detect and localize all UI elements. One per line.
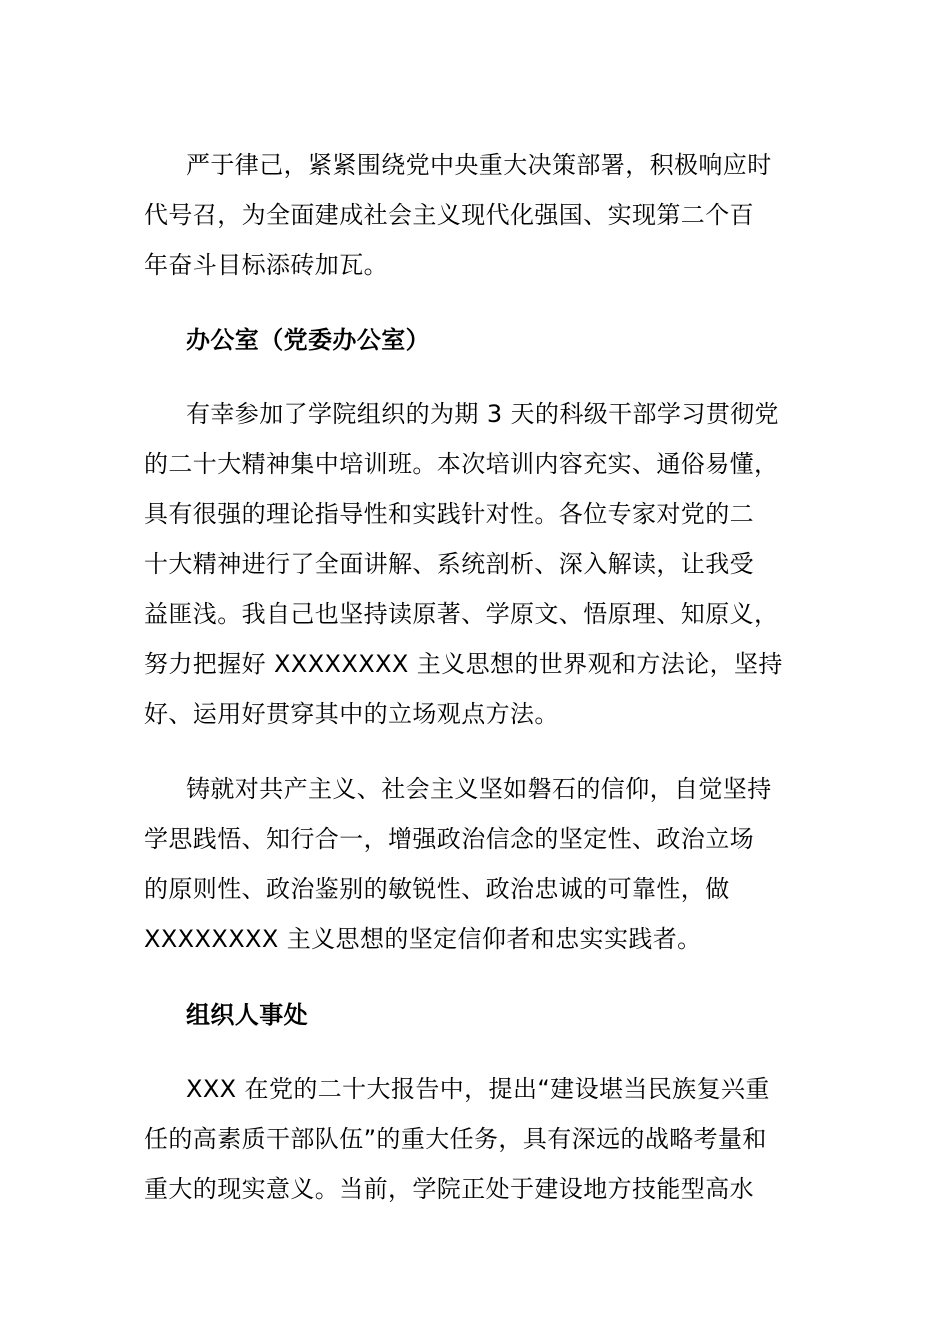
paragraph-belief bbox=[144, 764, 809, 964]
text-line: 年奋斗目标添砖加瓦。 bbox=[144, 251, 388, 279]
paragraph-office-reflection bbox=[144, 389, 809, 739]
heading-text: 组织人事处 bbox=[186, 1001, 308, 1029]
section-heading-office bbox=[144, 315, 809, 365]
paragraph-personnel bbox=[144, 1064, 809, 1214]
text-line: 十大精神进行了全面讲解、系统剖析、深入解读，让我受 bbox=[144, 550, 754, 578]
text-line: 好、运用好贯穿其中的立场观点方法。 bbox=[144, 700, 559, 728]
text-line: 益匪浅。我自己也坚持读原著、学原文、悟原理、知原义， bbox=[144, 600, 779, 628]
text-line: XXX 在党的二十大报告中，提出“建设堪当民族复兴重 bbox=[186, 1075, 770, 1103]
text-line: 严于律己，紧紧围绕党中央重大决策部署，积极响应时 bbox=[186, 151, 772, 179]
heading-text: 办公室（党委办公室） bbox=[186, 326, 430, 354]
text-line: 任的高素质干部队伍”的重大任务，具有深远的战略考量和 bbox=[144, 1125, 767, 1153]
text-line: 的二十大精神集中培训班。本次培训内容充实、通俗易懂， bbox=[144, 450, 779, 478]
paragraph-continuation bbox=[144, 140, 809, 290]
text-line: 具有很强的理论指导性和实践针对性。各位专家对党的二 bbox=[144, 500, 754, 528]
text-line: 重大的现实意义。当前，学院正处于建设地方技能型高水 bbox=[144, 1175, 754, 1203]
text-line: XXXXXXXX 主义思想的坚定信仰者和忠实实践者。 bbox=[144, 925, 702, 953]
text-line: 铸就对共产主义、社会主义坚如磐石的信仰，自觉坚持 bbox=[186, 775, 772, 803]
text-line: 努力把握好 XXXXXXXX 主义思想的世界观和方法论，坚持 bbox=[144, 650, 783, 678]
text-line: 的原则性、政治鉴别的敏锐性、政治忠诚的可靠性，做 bbox=[144, 875, 730, 903]
text-line: 学思践悟、知行合一，增强政治信念的坚定性、政治立场 bbox=[144, 825, 754, 853]
text-line: 代号召，为全面建成社会主义现代化强国、实现第二个百 bbox=[144, 201, 754, 229]
section-heading-personnel bbox=[144, 990, 809, 1040]
text-line: 有幸参加了学院组织的为期 3 天的科级干部学习贯彻党 bbox=[186, 400, 779, 428]
